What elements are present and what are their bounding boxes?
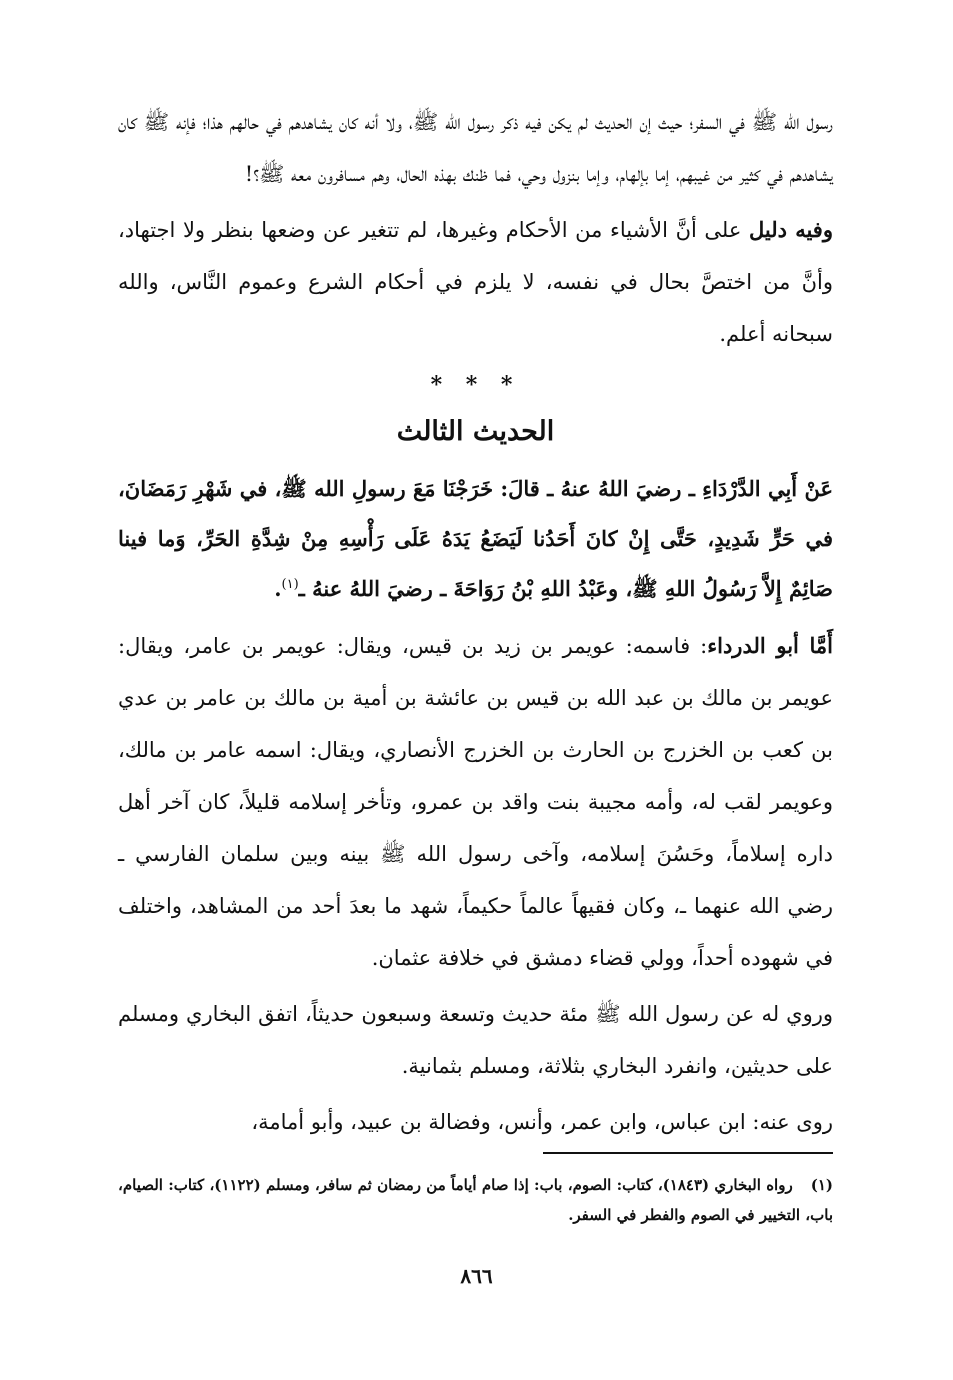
paragraph-3: [118, 620, 833, 984]
page-number: ٨٦٦: [460, 1264, 493, 1288]
hadith-body: عَنْ أَبِي الدَّرْدَاءِ ـ رضيَ اللهُ عنهُ ـ قالَ: خَرَجْنَا مَعَ رسولِ الله ﷺ، في شَهْرِ رَمَضَانَ، في حَرٍّ شَدِيدٍ، حَتَّى إِنْ كانَ أَحَدُنا لَيَضَعُ يَدَهُ عَلَى رَأْسِهِ مِنْ شِدَّةِ الحَرِّ، وَما فينا صَائِمٌ إِلاَّ رَسُولُ اللهِ ﷺ، وعَبْدُ اللهِ بْنُ رَوَاحَةَ ـ رضيَ اللهُ عنهُ ـ: [118, 476, 833, 601]
paragraph-1: رسول الله ﷺ في السفر؛ حيث إن الحديث لم يكن فيه ذكر رسول الله ﷺ، ولا أنه كان يشاهدهم في حالهم هذا؛ فإنه ﷺ كان يشاهدهم في كثير من غيبهم، إما بإلهام، وإما بنزول وحي، فما ظنك بهذه الحال، وهم مسافرون معه ﷺ؟!: [118, 110, 833, 186]
section-separator: * * *: [430, 372, 521, 398]
paragraph-3-lead: أَمَّا أبو الدرداء: [707, 633, 834, 658]
hadith-end: .: [274, 576, 282, 601]
paragraph-2-lead: وفيه دليل: [749, 217, 833, 242]
paragraph-3-text: : فاسمه: عويمر بن زيد بن قيس، ويقال: عويمر بن عامر، ويقال: عويمر بن مالك بن عبد الله بن قيس بن عائشة بن أمية بن مالك بن عامر بن عدي بن كعب بن الخزرج بن الحارث بن الخزرج الأنصاري، ويقال: اسمه عامر بن مالك، وعويمر لقب له، وأمه مجيبة بنت واقد بن عمرو، وتأخر إسلامه قليلاً، كان آخر أهل داره إسلاماً، وحَسُنَ إسلامه، وآخى رسول الله ﷺ بينه وبين سلمان الفارسي ـ رضي الله عنهما ـ، وكان فقيهاً عالماً حكيماً، شهد ما بعدَ أحد من المشاهد، واختلف في شهوده أحداً، وولي قضاء دمشق في خلافة عثمان.: [118, 634, 833, 970]
section-title: الحديث الثالث: [396, 416, 555, 447]
footnote-divider: [543, 1152, 833, 1154]
footnote: [118, 1170, 833, 1230]
hadith-text: [118, 464, 833, 614]
paragraph-5: روى عنه: ابن عباس، وابن عمر، وأنس، وفضالة بن عبيد، وأبو أمامة،: [251, 1110, 833, 1134]
paragraph-2-text: على أنَّ الأشياء من الأحكام وغيرها، لم تتغير عن وضعها بنظر ولا اجتهاد، وأنَّ من اختصَّ بحال في نفسه، لا يلزم في أحكام الشرع وعموم النَّاس، والله سبحانه أعلم.: [118, 218, 833, 346]
footnote-reference[interactable]: (١): [281, 577, 299, 592]
paragraph-2: [118, 204, 833, 360]
footnote-number: (١): [810, 1176, 833, 1194]
footnote-text: رواه البخاري (١٨٤٣)، كتاب: الصوم، باب: إذا صام أياماً من رمضان ثم سافر، ومسلم (١١٢٢)، كتاب: الصيام، باب، التخيير في الصوم والفطر في السفر.: [118, 1176, 833, 1224]
paragraph-4: وروي له عن رسول الله ﷺ مئة حديث وتسعة وسبعون حديثاً، اتفق البخاري ومسلم على حديثين، وانفرد البخاري بثلاثة، ومسلم بثمانية.: [118, 1002, 833, 1078]
